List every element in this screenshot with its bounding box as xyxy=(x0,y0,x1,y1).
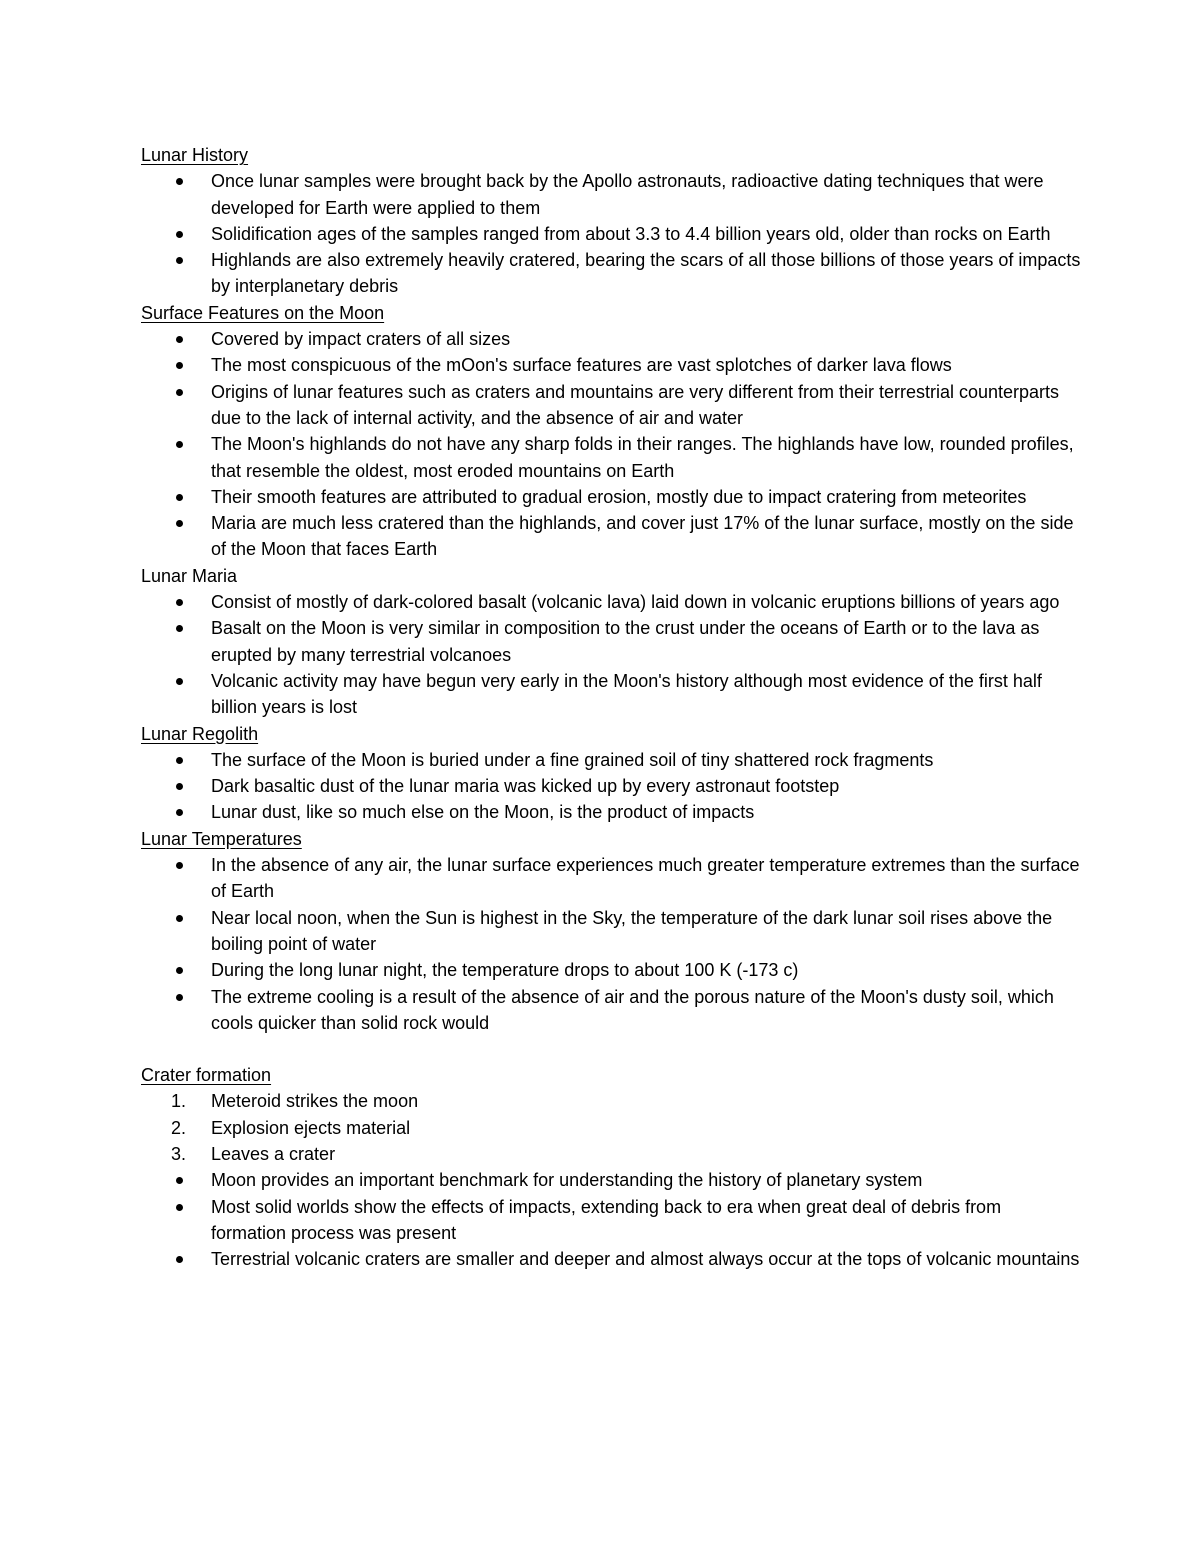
section xyxy=(141,300,1081,563)
section-heading: Lunar Maria xyxy=(141,565,238,586)
list-item-text: Solidification ages of the samples ranged from about 3.3 to 4.4 billion years old, older than rocks on Earth xyxy=(211,223,1051,244)
list-item xyxy=(141,984,1081,1037)
list-item xyxy=(141,1167,1081,1193)
section xyxy=(141,142,1081,300)
item-list xyxy=(141,326,1081,563)
list-item xyxy=(141,615,1081,668)
list-item xyxy=(141,326,1081,352)
list-item xyxy=(141,773,1081,799)
list-item-text: The extreme cooling is a result of the absence of air and the porous nature of the Moon's dusty soil, which cools quicker than solid rock would xyxy=(211,986,1054,1033)
list-item xyxy=(141,957,1081,983)
list-item xyxy=(141,1115,1081,1141)
notes-body xyxy=(141,142,1081,1272)
list-item-text: Dark basaltic dust of the lunar maria was kicked up by every astronaut footstep xyxy=(211,776,840,797)
section-heading: Crater formation xyxy=(141,1065,272,1086)
item-list xyxy=(141,589,1081,720)
list-item-text: In the absence of any air, the lunar surface experiences much greater temperature extremes than the surface of Earth xyxy=(211,855,1080,902)
list-item xyxy=(141,484,1081,510)
list-item-text: Lunar dust, like so much else on the Moon, is the product of impacts xyxy=(211,802,755,823)
list-item xyxy=(141,1088,1081,1114)
document-page xyxy=(141,142,1081,1272)
section-heading: Surface Features on the Moon xyxy=(141,302,385,323)
section-heading: Lunar History xyxy=(141,145,249,165)
list-item-text: Explosion ejects material xyxy=(211,1117,411,1138)
list-number: 2. xyxy=(171,1117,187,1138)
list-item xyxy=(141,1141,1081,1167)
list-item-text: Volcanic activity may have begun very early in the Moon's history although most evidence of the first half billion years is lost xyxy=(211,670,1042,718)
section xyxy=(141,1062,1081,1272)
list-item-text: Highlands are also extremely heavily cratered, bearing the scars of all those billions of those years of impacts by interplanetary debris xyxy=(211,250,1081,297)
section xyxy=(141,721,1081,826)
list-item-text: Moon provides an important benchmark for understanding the history of planetary system xyxy=(211,1170,923,1191)
item-list xyxy=(141,1088,1081,1272)
list-item-text: Once lunar samples were brought back by the Apollo astronauts, radioactive dating techniques that were developed for Earth were applied to them xyxy=(211,171,1044,218)
blank-line xyxy=(141,1036,1081,1062)
list-item-text: Origins of lunar features such as craters and mountains are very different from their terrestrial counterparts due to the lack of internal activity, and the absence of air and water xyxy=(211,381,1060,428)
section-heading: Lunar Temperatures xyxy=(141,828,302,849)
list-item-text: Covered by impact craters of all sizes xyxy=(211,329,511,350)
list-item xyxy=(141,247,1081,300)
list-item xyxy=(141,352,1081,378)
list-item-text: Terrestrial volcanic craters are smaller and deeper and almost always occur at the tops of volcanic mountains xyxy=(211,1249,1080,1270)
list-item-text: Their smooth features are attributed to gradual erosion, mostly due to impact cratering from meteorites xyxy=(211,486,1027,507)
list-item xyxy=(141,168,1081,221)
item-list xyxy=(141,168,1081,299)
list-item xyxy=(141,221,1081,247)
list-item xyxy=(141,668,1081,721)
item-list xyxy=(141,747,1081,826)
section xyxy=(141,826,1081,1036)
list-item xyxy=(141,1246,1081,1272)
list-item xyxy=(141,799,1081,825)
list-item-text: Consist of mostly of dark-colored basalt (volcanic lava) laid down in volcanic eruptions billions of years ago xyxy=(211,592,1060,613)
list-item xyxy=(141,589,1081,615)
section-heading: Lunar Regolith xyxy=(141,723,259,744)
list-number: 3. xyxy=(171,1143,187,1164)
list-item xyxy=(141,379,1081,432)
list-item xyxy=(141,905,1081,958)
list-item-text: Basalt on the Moon is very similar in composition to the crust under the oceans of Earth or to the lava as erupted by many terrestrial volcanoes xyxy=(211,618,1040,665)
list-number: 1. xyxy=(171,1091,187,1112)
list-item-text: During the long lunar night, the temperature drops to about 100 K (-173 c) xyxy=(211,960,799,981)
list-item-text: The most conspicuous of the mOon's surface features are vast splotches of darker lava flows xyxy=(211,355,952,376)
item-list xyxy=(141,852,1081,1036)
list-item-text: Near local noon, when the Sun is highest in the Sky, the temperature of the dark lunar soil rises above the boiling point of water xyxy=(211,907,1053,954)
list-item-text: Leaves a crater xyxy=(211,1143,336,1164)
list-item-text: Meteroid strikes the moon xyxy=(211,1091,419,1112)
list-item xyxy=(141,1194,1081,1247)
list-item xyxy=(141,431,1081,484)
list-item-text: Maria are much less cratered than the highlands, and cover just 17% of the lunar surface, mostly on the side of the Moon that faces Earth xyxy=(211,513,1074,560)
list-item xyxy=(141,852,1081,905)
section xyxy=(141,563,1081,721)
list-item xyxy=(141,510,1081,563)
list-item-text: The Moon's highlands do not have any sharp folds in their ranges. The highlands have low, rounded profiles, that resemble the oldest, most eroded mountains on Earth xyxy=(211,434,1074,481)
list-item xyxy=(141,747,1081,773)
list-item-text: The surface of the Moon is buried under a fine grained soil of tiny shattered rock fragments xyxy=(211,749,934,770)
list-item-text: Most solid worlds show the effects of impacts, extending back to era when great deal of debris from formation process was present xyxy=(211,1196,1002,1243)
